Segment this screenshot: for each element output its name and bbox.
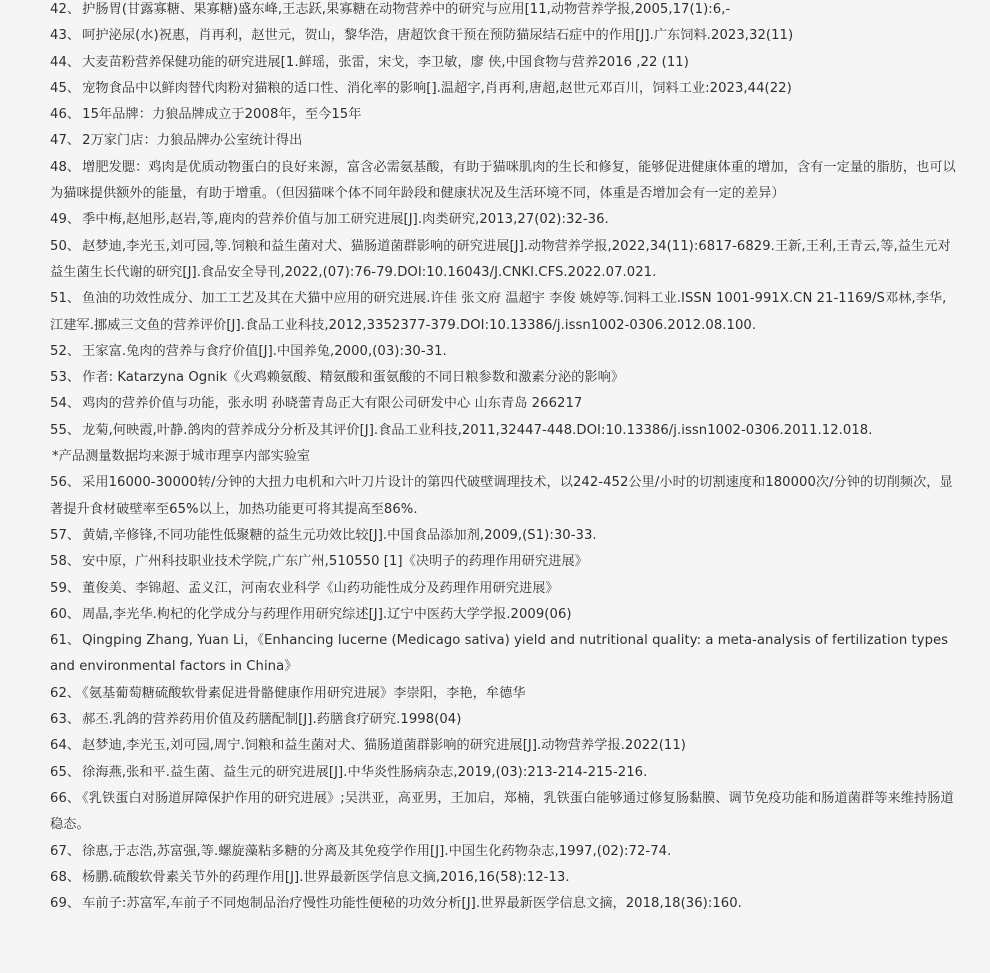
reference-text: 15年品牌：力狼品牌成立于2008年，至今15年	[82, 107, 362, 123]
reference-number: 59、	[50, 580, 81, 596]
reference-number: 54、	[50, 396, 81, 412]
reference-item	[50, 602, 956, 628]
reference-text: 作者: Katarzyna Ognik《火鸡赖氨酸、精氨酸和蛋氨酸的不同日粮参数和激素分泌的影响》	[82, 370, 625, 386]
reference-number: 44、	[50, 54, 81, 70]
reference-number: 46、	[50, 107, 81, 123]
reference-item	[50, 391, 956, 417]
reference-item	[50, 50, 956, 76]
reference-item	[50, 733, 956, 759]
reference-item	[50, 234, 956, 287]
reference-item	[50, 786, 956, 839]
reference-text: 周晶,李光华.枸杞的化学成分与药理作用研究综述[J].辽宁中医药大学学报.2009(06)	[82, 606, 572, 622]
reference-item	[50, 523, 956, 549]
reference-item	[50, 418, 956, 444]
reference-text: 赵梦迪,李光玉,刘可园,等.饲粮和益生菌对犬、猫肠道菌群影响的研究进展[J].动物营养学报,2022,34(11):6817-6829.王新,王利,王青云,等,益生元对益生菌生长代谢的研究[J].食品安全导刊,2022,(07):76-79.DOI:10.16043/J.CNKI.CFS.2022.07.021.	[50, 238, 951, 280]
reference-item	[50, 707, 956, 733]
reference-text: 宠物食品中以鲜肉替代肉粉对猫粮的适口性、消化率的影响[].温超字,肖再利,唐超,赵世元邓百川，饲料工业:2023,44(22)	[82, 80, 792, 96]
reference-note	[50, 444, 956, 470]
reference-text: 徐惠,于志浩,苏富强,等.螺旋藻粘多糖的分离及其免疫学作用[J].中国生化药物杂志,1997,(02):72-74.	[82, 843, 672, 859]
reference-number: 62、	[50, 685, 81, 701]
reference-text: 大麦苗粉营养保健功能的研究进展[1.鲜瑶，张雷，宋戈，李卫敏，廖 侠,中国食物与营养2016 ,22 (11)	[82, 54, 689, 70]
reference-item	[50, 865, 956, 891]
reference-item	[50, 470, 956, 523]
reference-item	[50, 155, 956, 208]
reference-number: 53、	[50, 370, 81, 386]
reference-number: 69、	[50, 896, 81, 912]
reference-item	[50, 286, 956, 339]
reference-item	[50, 128, 956, 154]
reference-list	[50, 0, 956, 917]
reference-text: 安中原，广州科技职业技术学院,广东广州,510550 [1]《决明子的药理作用研究进展》	[82, 554, 588, 570]
reference-text: 《乳铁蛋白对肠道屏障保护作用的研究进展》;吴洪亚，高亚男，王加启，郑楠，乳铁蛋白能够通过修复肠黏膜、调节免疫功能和肠道菌群等来维持肠道稳态。	[50, 790, 954, 833]
reference-text: 赵梦迪,李光玉,刘可园,周宁.饲粮和益生菌对犬、猫肠道菌群影响的研究进展[J].动物营养学报.2022(11)	[82, 738, 686, 754]
reference-item	[50, 207, 956, 233]
reference-number: 55、	[50, 422, 81, 438]
reference-number: 61、	[50, 633, 81, 649]
reference-number: 52、	[50, 343, 81, 359]
reference-item	[50, 891, 956, 917]
reference-number: 49、	[50, 212, 81, 228]
reference-text: 季中梅,赵旭彤,赵岩,等,鹿肉的营养价值与加工研究进展[J].肉类研究,2013,27(02):32-36.	[82, 212, 609, 228]
reference-item	[50, 549, 956, 575]
reference-text: 呵护泌尿(水)祝惠，肖再利，赵世元，贺山，黎华浩，唐超饮食干预在预防猫尿结石症中的作用[J].广东饲料.2023,32(11)	[82, 28, 794, 44]
reference-text: 护肠胃(甘露寡糖、果寡糖)盛东峰,王志跃,果寡糖在动物营养中的研究与应用[11,动物营养学报,2005,17(1):6,-	[82, 2, 731, 17]
reference-number: 64、	[50, 738, 81, 754]
reference-item	[50, 339, 956, 365]
reference-number: 45、	[50, 80, 81, 96]
reference-text: 2万家门店：力狼品牌办公室统计得出	[82, 133, 303, 149]
reference-number: 43、	[50, 28, 81, 44]
reference-item	[50, 628, 956, 681]
reference-item	[50, 760, 956, 786]
reference-number: 51、	[50, 291, 81, 307]
reference-text: 王家富.兔肉的营养与食疗价值[J].中国养兔,2000,(03):30-31.	[82, 343, 447, 359]
reference-text: Qingping Zhang, Yuan Li，《Enhancing lucerne (Medicago sativa) yield and nutritional quality: a meta-analysis of fertilization types and environmental factors in China》	[50, 633, 949, 675]
reference-number: 57、	[50, 527, 81, 543]
reference-number: 48、	[50, 159, 81, 175]
reference-number: 63、	[50, 712, 81, 728]
reference-item	[50, 365, 956, 391]
reference-number: 65、	[50, 764, 81, 780]
reference-text: 车前子:苏富军,车前子不同炮制品治疗慢性功能性便秘的功效分析[J].世界最新医学信息文摘，2018,18(36):160.	[82, 896, 742, 912]
reference-number: 60、	[50, 606, 81, 622]
reference-text: 《氨基葡萄糖硫酸软骨素促进骨骼健康作用研究进展》李崇阳，李艳，牟德华	[82, 685, 526, 701]
reference-number: 66、	[50, 790, 81, 806]
reference-item	[50, 102, 956, 128]
reference-number: 47、	[50, 133, 81, 149]
reference-text: 黄婧,辛修锋,不同功能性低聚糖的益生元功效比较[J].中国食品添加剂,2009,(S1):30-33.	[82, 527, 597, 543]
reference-number: 42、	[50, 2, 81, 17]
reference-item	[50, 0, 956, 23]
reference-number: 58、	[50, 554, 81, 570]
reference-number: 50、	[50, 238, 81, 254]
reference-text: 鸡肉的营养价值与功能，张永明 孙晓蕾青岛正大有限公司研发中心 山东青岛 266217	[82, 396, 583, 412]
reference-text: 龙菊,何映霞,叶静.鸽肉的营养成分分析及其评价[J].食品工业科技,2011,32447-448.DOI:10.13386/j.issn1002-0306.2011.12.018.	[82, 422, 873, 438]
reference-item	[50, 576, 956, 602]
reference-number: 67、	[50, 843, 81, 859]
reference-text: 董俊美、李锦超、孟义江，河南农业科学《山药功能性成分及药理作用研究进展》	[82, 580, 559, 596]
reference-item	[50, 839, 956, 865]
reference-text: 徐海燕,张和平.益生菌、益生元的研究进展[J].中华炎性肠病杂志,2019,(03):213-214-215-216.	[82, 764, 648, 780]
reference-item	[50, 76, 956, 102]
reference-text: 杨鹏.硫酸软骨素关节外的药理作用[J].世界最新医学信息文摘,2016,16(58):12-13.	[82, 869, 570, 885]
reference-text: 鱼油的功效性成分、加工工艺及其在犬猫中应用的研究进展.许佳 张文府 温超宇 李俊 姚婷等.饲料工业.ISSN 1001-991X.CN 21-1169/S邓林,李华,江建军.挪威三文鱼的营养评价[J].食品工业科技,2012,3352377-379.DOI:10.13386/j.issn1002-0306.2012.08.100.	[50, 291, 947, 333]
reference-item	[50, 681, 956, 707]
reference-text: *产品测量数据均来源于城市理享内部实验室	[52, 449, 311, 465]
reference-text: 增肥发腮：鸡肉是优质动物蛋白的良好来源，富含必需氨基酸，有助于猫咪肌肉的生长和修复，能够促进健康体重的增加，含有一定量的脂肪，也可以为猫咪提供额外的能量，有助于增重。（但因猫咪个体不同年龄段和健康状况及生活环境不同，体重是否增加会有一定的差异）	[50, 159, 956, 202]
reference-text: 郝丕.乳鸽的营养药用价值及药膳配制[J].药膳食疗研究.1998(04)	[82, 712, 462, 728]
reference-item	[50, 23, 956, 49]
reference-number: 56、	[50, 475, 81, 491]
reference-text: 采用16000-30000转/分钟的大扭力电机和六叶刀片设计的第四代破壁调理技术，以242-452公里/小时的切割速度和180000次/分钟的切削频次，显著提升食材破壁率至65%以上，加热功能更可将其提高至86%.	[50, 475, 953, 517]
reference-number: 68、	[50, 869, 81, 885]
